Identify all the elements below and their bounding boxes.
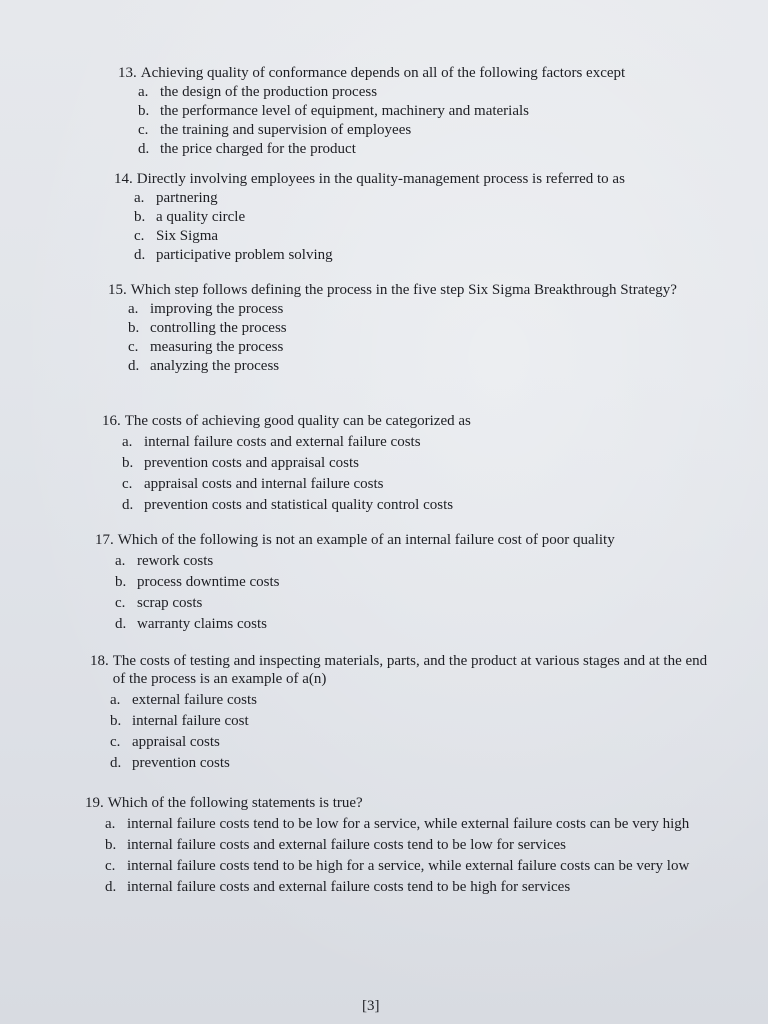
option-letter: b. <box>134 209 146 225</box>
option-text: external failure costs <box>132 692 257 708</box>
option-text: the design of the production process <box>160 84 378 100</box>
option-letter: d. <box>134 247 146 263</box>
option-letter: d. <box>128 358 140 374</box>
question-number: 13. <box>118 65 137 81</box>
option-text: Six Sigma <box>156 228 219 244</box>
answer-option <box>105 857 725 875</box>
answer-option <box>128 338 708 356</box>
question-number: 18. <box>90 653 109 669</box>
answer-option <box>128 357 708 375</box>
option-text: internal failure costs tend to be low for a service, while external failure costs can be very high <box>127 816 690 832</box>
answer-option <box>110 712 720 730</box>
question-text: Directly involving employees in the quality-management process is referred to as <box>136 171 625 187</box>
option-text: measuring the process <box>150 339 284 355</box>
question-number: 15. <box>108 282 127 298</box>
question-13 <box>118 64 718 159</box>
question-16 <box>102 412 702 515</box>
answer-option <box>122 475 702 493</box>
option-text: rework costs <box>137 553 214 569</box>
question-number: 14. <box>114 171 133 187</box>
question-text: Achieving quality of conformance depends on all of the following factors except <box>140 65 626 81</box>
option-letter: d. <box>138 141 150 157</box>
answer-option <box>115 594 715 612</box>
option-letter: b. <box>105 837 117 853</box>
option-text: controlling the process <box>150 320 287 336</box>
option-letter: c. <box>115 595 126 611</box>
answer-option <box>115 615 715 633</box>
answer-option <box>134 246 714 264</box>
option-text: a quality circle <box>156 209 246 225</box>
question-14 <box>114 170 714 265</box>
option-letter: c. <box>128 339 139 355</box>
answer-option <box>138 121 718 139</box>
option-text: the training and supervision of employees <box>160 122 412 138</box>
option-text: warranty claims costs <box>137 616 267 632</box>
answer-option <box>134 189 714 207</box>
option-text: process downtime costs <box>137 574 280 590</box>
option-text: internal failure costs and external failure costs <box>144 434 421 450</box>
answer-option <box>105 815 725 833</box>
option-text: the price charged for the product <box>160 141 356 157</box>
option-letter: a. <box>105 816 116 832</box>
option-letter: b. <box>110 713 122 729</box>
option-letter: c. <box>110 734 121 750</box>
answer-option <box>105 878 725 896</box>
question-text: Which of the following statements is true? <box>107 795 363 811</box>
answer-option <box>134 208 714 226</box>
option-letter: b. <box>138 103 150 119</box>
answer-option <box>128 300 708 318</box>
option-text: prevention costs and appraisal costs <box>144 455 359 471</box>
answer-option <box>122 454 702 472</box>
option-letter: c. <box>138 122 149 138</box>
option-letter: a. <box>138 84 149 100</box>
option-text: analyzing the process <box>150 358 280 374</box>
question-text: The costs of testing and inspecting materials, parts, and the product at various stages and at the end of the process is an example of a(n) <box>112 653 708 687</box>
question-18 <box>90 652 720 773</box>
question-number: 19. <box>85 795 104 811</box>
option-text: the performance level of equipment, machinery and materials <box>160 103 530 119</box>
answer-option <box>122 433 702 451</box>
option-text: internal failure costs and external failure costs tend to be low for services <box>127 837 567 853</box>
option-text: prevention costs and statistical quality control costs <box>144 497 454 513</box>
option-letter: b. <box>115 574 127 590</box>
answer-option <box>110 733 720 751</box>
answer-option <box>138 83 718 101</box>
option-letter: d. <box>105 879 117 895</box>
option-text: partnering <box>156 190 218 206</box>
option-letter: c. <box>122 476 133 492</box>
option-letter: b. <box>128 320 140 336</box>
question-text: Which of the following is not an example of an internal failure cost of poor quality <box>117 532 615 548</box>
option-letter: d. <box>115 616 127 632</box>
answer-option <box>105 836 725 854</box>
option-letter: d. <box>110 755 122 771</box>
option-letter: a. <box>110 692 121 708</box>
option-text: appraisal costs and internal failure costs <box>144 476 384 492</box>
option-text: scrap costs <box>137 595 203 611</box>
option-text: appraisal costs <box>132 734 220 750</box>
question-19 <box>85 794 725 897</box>
question-text: Which step follows defining the process in the five step Six Sigma Breakthrough Strategy? <box>130 282 677 298</box>
option-text: participative problem solving <box>156 247 333 263</box>
option-letter: d. <box>122 497 134 513</box>
question-number: 16. <box>102 413 121 429</box>
option-text: prevention costs <box>132 755 230 771</box>
answer-option <box>128 319 708 337</box>
answer-option <box>110 691 720 709</box>
question-number: 17. <box>95 532 114 548</box>
answer-option <box>110 754 720 772</box>
page-number: [3] <box>362 998 380 1014</box>
option-text: internal failure cost <box>132 713 249 729</box>
question-15 <box>108 281 708 376</box>
answer-option <box>138 102 718 120</box>
answer-option <box>138 140 718 158</box>
answer-option <box>115 573 715 591</box>
option-letter: c. <box>105 858 116 874</box>
option-letter: b. <box>122 455 134 471</box>
option-letter: a. <box>122 434 133 450</box>
option-text: internal failure costs tend to be high for a service, while external failure costs can be very low <box>127 858 690 874</box>
answer-option <box>134 227 714 245</box>
question-text: The costs of achieving good quality can be categorized as <box>124 413 471 429</box>
option-letter: a. <box>115 553 126 569</box>
question-17 <box>95 531 715 634</box>
option-text: internal failure costs and external failure costs tend to be high for services <box>127 879 571 895</box>
answer-option <box>115 552 715 570</box>
answer-option <box>122 496 702 514</box>
option-letter: c. <box>134 228 145 244</box>
option-letter: a. <box>128 301 139 317</box>
option-text: improving the process <box>150 301 284 317</box>
option-letter: a. <box>134 190 145 206</box>
